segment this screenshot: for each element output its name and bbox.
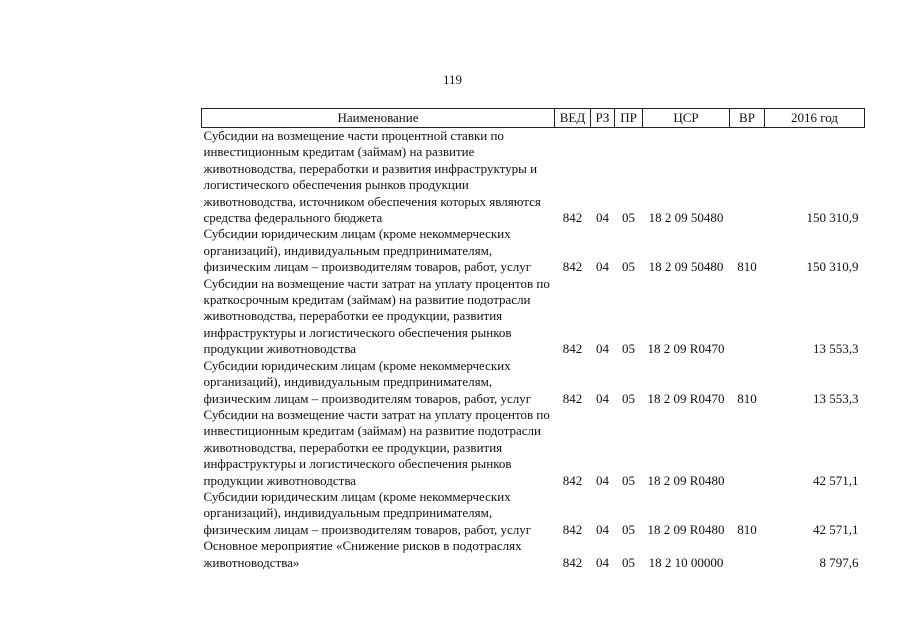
- row-name: Субсидии на возмещение части затрат на уплату процентов по краткосрочным кредитам (займам) на развитие подотрасли животноводства, переработки ее продукции, развития инфраструктуры и логистического обеспечения рынков продукции животноводства: [203, 275, 550, 357]
- row-rz: 04: [596, 341, 609, 357]
- header-vr: ВР: [730, 109, 765, 128]
- table-row: [202, 276, 865, 358]
- header-ved: ВЕД: [555, 109, 591, 128]
- row-pr: 05: [622, 341, 635, 357]
- row-rz: 04: [596, 554, 609, 570]
- row-amount: 150 310,9: [806, 210, 859, 226]
- row-pr: 05: [622, 472, 635, 488]
- row-ved: 842: [562, 521, 583, 537]
- row-name: Субсидии на возмещение части затрат на уплату процентов по инвестиционным кредитам (займам) на развитие подотрасли животноводства, переработки ее продукции, развития инфраструктуры и логистического обеспечения рынков продукции животноводства: [203, 406, 550, 488]
- row-ved: 842: [562, 472, 583, 488]
- header-pr: ПР: [615, 109, 643, 128]
- row-csr: 18 2 09 50480: [648, 210, 724, 226]
- row-csr: 18 2 09 50480: [648, 259, 724, 275]
- row-rz: 04: [596, 472, 609, 488]
- row-ved: 842: [562, 390, 583, 406]
- row-csr: 18 2 09 R0480: [647, 521, 725, 537]
- row-amount: 8 797,6: [819, 554, 859, 570]
- row-rz: 04: [596, 210, 609, 226]
- row-ved: 842: [562, 554, 583, 570]
- row-vr: [730, 407, 765, 489]
- row-pr: 05: [622, 210, 635, 226]
- table-row: [202, 489, 865, 538]
- table-header-row: [202, 109, 865, 128]
- header-name: Наименование: [202, 109, 555, 128]
- table-row: [202, 358, 865, 407]
- header-rz: РЗ: [591, 109, 615, 128]
- row-name: Основное мероприятие «Снижение рисков в подотраслях животноводства»: [203, 538, 522, 570]
- row-csr: 18 2 09 R0480: [647, 472, 725, 488]
- row-ved: 842: [562, 259, 583, 275]
- row-name: Субсидии на возмещение части процентной ставки по инвестиционным кредитам (займам) на развитие животноводства, переработки и развития инфраструктуры и логистического обеспечения рынков продукции животноводства, источником обеспечения которых являются средства федерального бюджета: [203, 128, 541, 226]
- row-name: Субсидии юридическим лицам (кроме некоммерческих организаций), индивидуальным предпринимателям, физическим лицам – производителям товаров, работ, услуг: [203, 488, 532, 537]
- row-amount: 13 553,3: [813, 390, 859, 406]
- table-row: [202, 128, 865, 227]
- row-pr: 05: [622, 554, 635, 570]
- row-csr: 18 2 09 R0470: [647, 341, 725, 357]
- row-rz: 04: [596, 521, 609, 537]
- row-csr: 18 2 09 R0470: [647, 390, 725, 406]
- row-name: Субсидии юридическим лицам (кроме некоммерческих организаций), индивидуальным предпринимателям, физическим лицам – производителям товаров, работ, услуг: [203, 357, 532, 406]
- row-ved: 842: [562, 341, 583, 357]
- row-vr: 810: [737, 521, 757, 537]
- table-row: [202, 226, 865, 275]
- row-rz: 04: [596, 390, 609, 406]
- row-name: Субсидии юридическим лицам (кроме некоммерческих организаций), индивидуальным предпринимателям, физическим лицам – производителям товаров, работ, услуг: [203, 226, 532, 275]
- page-number: 119: [442, 72, 463, 87]
- row-vr: 810: [737, 259, 757, 275]
- row-pr: 05: [622, 390, 635, 406]
- row-csr: 18 2 10 00000: [648, 554, 724, 570]
- row-vr: [730, 538, 765, 571]
- budget-table: [201, 108, 865, 571]
- row-rz: 04: [596, 259, 609, 275]
- row-amount: 13 553,3: [813, 341, 859, 357]
- row-vr: [730, 276, 765, 358]
- row-pr: 05: [622, 521, 635, 537]
- row-vr: 810: [737, 390, 757, 406]
- header-year: 2016 год: [765, 109, 865, 128]
- row-amount: 42 571,1: [813, 472, 859, 488]
- row-ved: 842: [562, 210, 583, 226]
- row-vr: [730, 128, 765, 227]
- row-amount: 42 571,1: [813, 521, 859, 537]
- header-csr: ЦСР: [643, 109, 730, 128]
- table-row: [202, 538, 865, 571]
- row-pr: 05: [622, 259, 635, 275]
- table-row: [202, 407, 865, 489]
- row-amount: 150 310,9: [806, 259, 859, 275]
